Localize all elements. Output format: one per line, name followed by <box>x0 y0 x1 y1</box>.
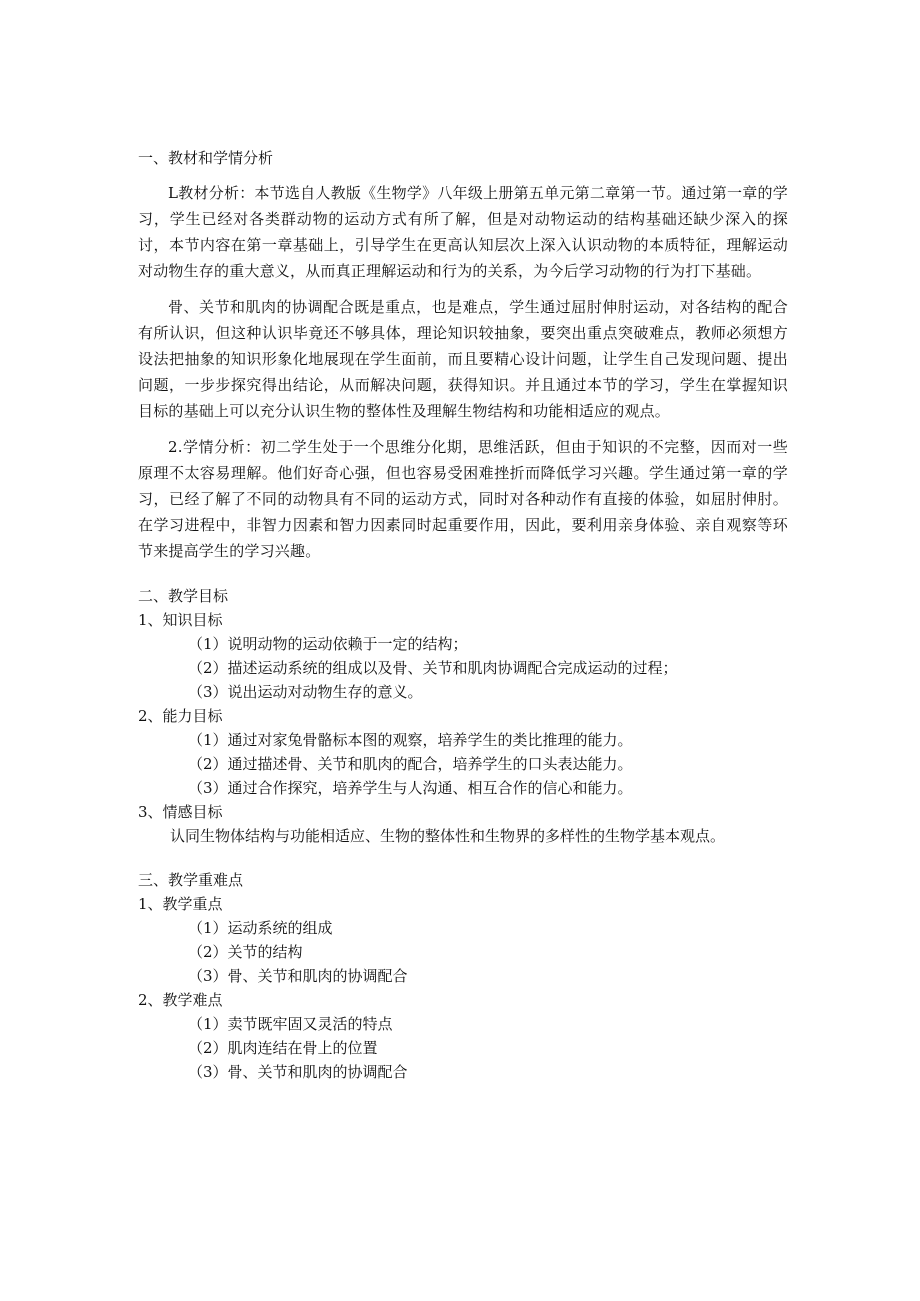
key-point-item: （1）运动系统的组成 <box>188 919 333 937</box>
ability-goals-label: 2、能力目标 <box>138 707 223 725</box>
key-points-label: 1、教学重点 <box>138 895 223 913</box>
ability-goal-item: （2）通过描述骨、关节和肌肉的配合，培养学生的口头表达能力。 <box>188 755 633 773</box>
ability-goal-item: （1）通过对家兔骨骼标本图的观察，培养学生的类比推理的能力。 <box>188 731 633 749</box>
difficult-point-item: （1）卖节既牢固又灵活的特点 <box>188 1015 393 1033</box>
knowledge-goals-label: 1、知识目标 <box>138 611 223 629</box>
difficult-point-item: （2）肌肉连结在骨上的位置 <box>188 1039 378 1057</box>
key-difficulty-paragraph: 骨、关节和肌肉的协调配合既是重点，也是难点，学生通过屈肘伸肘运动，对各结构的配合有所认识，但这种认识毕竟还不够具体，理论知识较抽象，要突出重点突破难点，教师必须想方设法把抽象的知识形象化地展现在学生面前，而且要精心设计问题，让学生自己发现问题、提出问题，一步步探究得出结论，从而解决问题，获得知识。并且通过本节的学习，学生在掌握知识目标的基础上可以充分认识生物的整体性及理解生物结构和功能相适应的观点。 <box>138 298 788 420</box>
knowledge-goal-item: （3）说出运动对动物生存的意义。 <box>188 683 423 701</box>
difficult-points-label: 2、教学难点 <box>138 991 223 1009</box>
knowledge-goal-item: （2）描述运动系统的组成以及骨、关节和肌肉协调配合完成运动的过程； <box>188 659 678 677</box>
textbook-analysis-paragraph: L教材分析：本节选自人教版《生物学》八年级上册第五单元第二章第一节。通过第一章的学习，学生已经对各类群动物的运动方式有所了解，但是对动物运动的结构基础还缺少深入的探讨，本节内容在第一章基础上，引导学生在更高认知层次上深入认识动物的本质特征，理解运动对动物生存的重大意义，从而真正理解运动和行为的关系，为今后学习动物的行为打下基础。 <box>138 184 788 280</box>
section-1-heading: 一、教材和学情分析 <box>138 149 274 167</box>
difficult-point-item: （3）骨、关节和肌肉的协调配合 <box>188 1063 408 1081</box>
section-2-heading: 二、教学目标 <box>138 587 229 605</box>
student-analysis-paragraph: 2.学情分析：初二学生处于一个思维分化期，思维活跃，但由于知识的不完整，因而对一些原理不太容易理解。他们好奇心强，但也容易受困难挫折而降低学习兴趣。学生通过第一章的学习，已经了解了不同的动物具有不同的运动方式，同时对各种动作有直接的体验，如屈肘伸肘。在学习进程中，非智力因素和智力因素同时起重要作用，因此，要利用亲身体验、亲自观察等环节来提高学生的学习兴趣。 <box>138 438 788 560</box>
key-point-item: （2）关节的结构 <box>188 943 303 961</box>
ability-goal-item: （3）通过合作探究，培养学生与人沟通、相互合作的信心和能力。 <box>188 779 633 797</box>
emotion-goals-label: 3、情感目标 <box>138 803 223 821</box>
emotion-goal-text: 认同生物体结构与功能相适应、生物的整体性和生物界的多样性的生物学基本观点。 <box>170 827 726 845</box>
section-3-heading: 三、教学重难点 <box>138 871 244 889</box>
document-page <box>138 146 788 1084</box>
knowledge-goal-item: （1）说明动物的运动依赖于一定的结构； <box>188 635 468 653</box>
key-point-item: （3）骨、关节和肌肉的协调配合 <box>188 967 408 985</box>
